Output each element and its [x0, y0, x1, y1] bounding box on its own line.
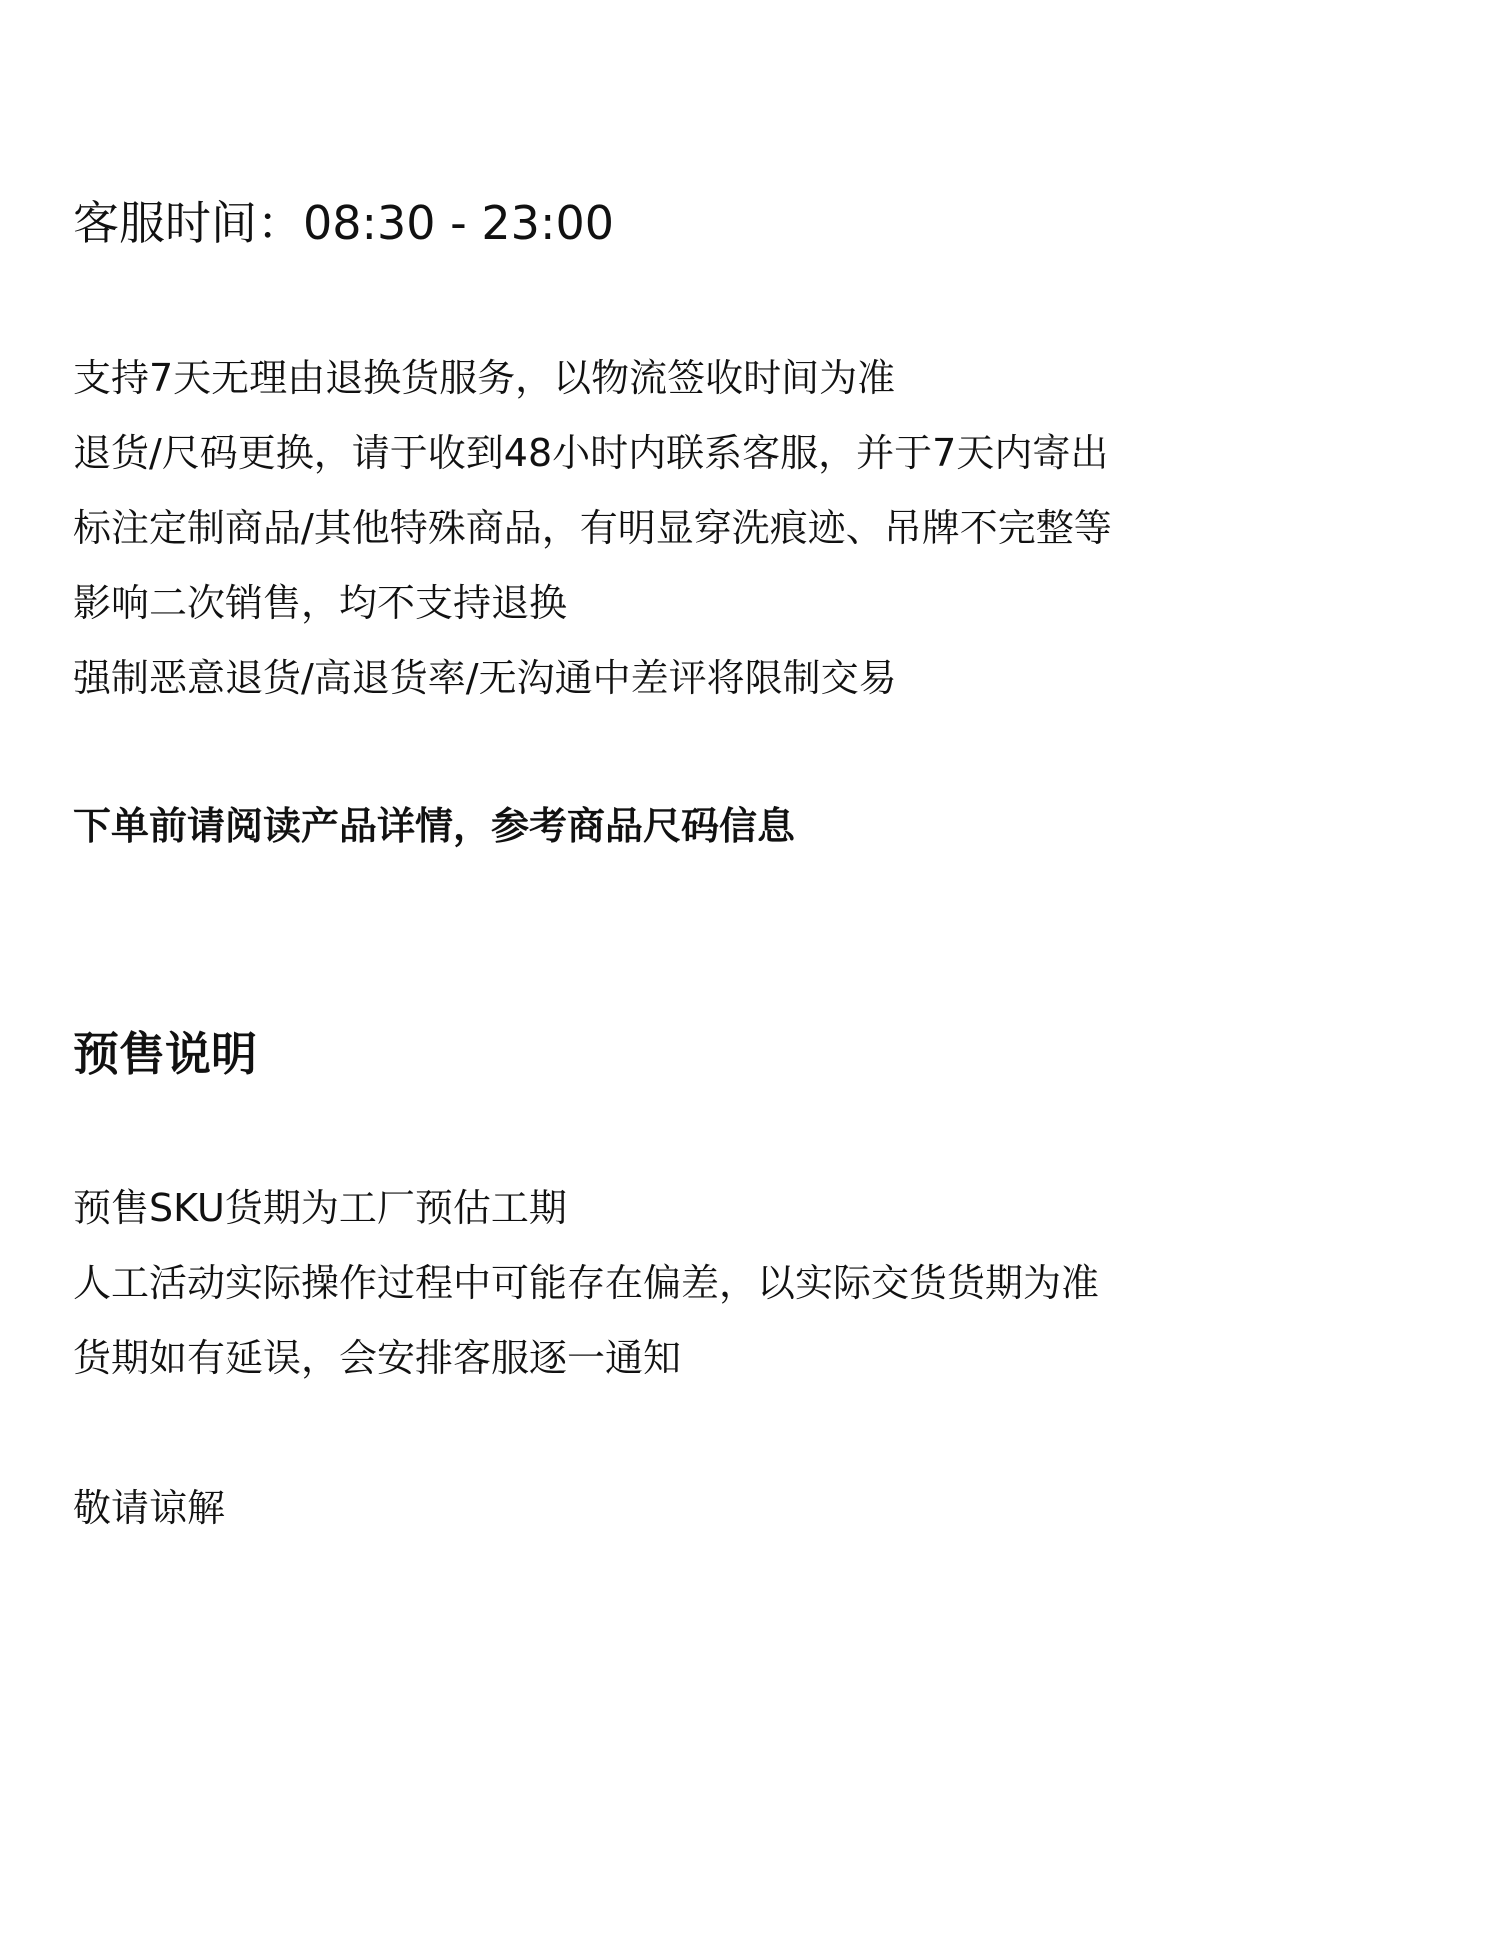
presale-closing: 敬请谅解 — [73, 1486, 226, 1530]
presale-title: 预售说明 — [73, 1027, 257, 1081]
service-hours-title: 客服时间：08:30 - 23:00 — [73, 196, 614, 250]
service-line-not-returnable: 影响二次销售，均不支持退换 — [73, 581, 568, 625]
presale-line-lead-time: 预售SKU货期为工厂预估工期 — [73, 1186, 567, 1230]
presale-line-deviation: 人工活动实际操作过程中可能存在偏差，以实际交货货期为准 — [73, 1261, 1100, 1305]
service-line-trade-limit: 强制恶意退货/高退货率/无沟通中差评将限制交易 — [73, 656, 897, 700]
service-notice: 下单前请阅读产品详情，参考商品尺码信息 — [73, 804, 796, 848]
service-line-exchange-window: 退货/尺码更换，请于收到48小时内联系客服，并于7天内寄出 — [73, 431, 1109, 475]
presale-line-delay-notice: 货期如有延误，会安排客服逐一通知 — [73, 1336, 682, 1380]
service-line-return-policy: 支持7天无理由退换货服务，以物流签收时间为准 — [73, 356, 896, 400]
service-line-special-items: 标注定制商品/其他特殊商品，有明显穿洗痕迹、吊牌不完整等 — [73, 506, 1112, 550]
